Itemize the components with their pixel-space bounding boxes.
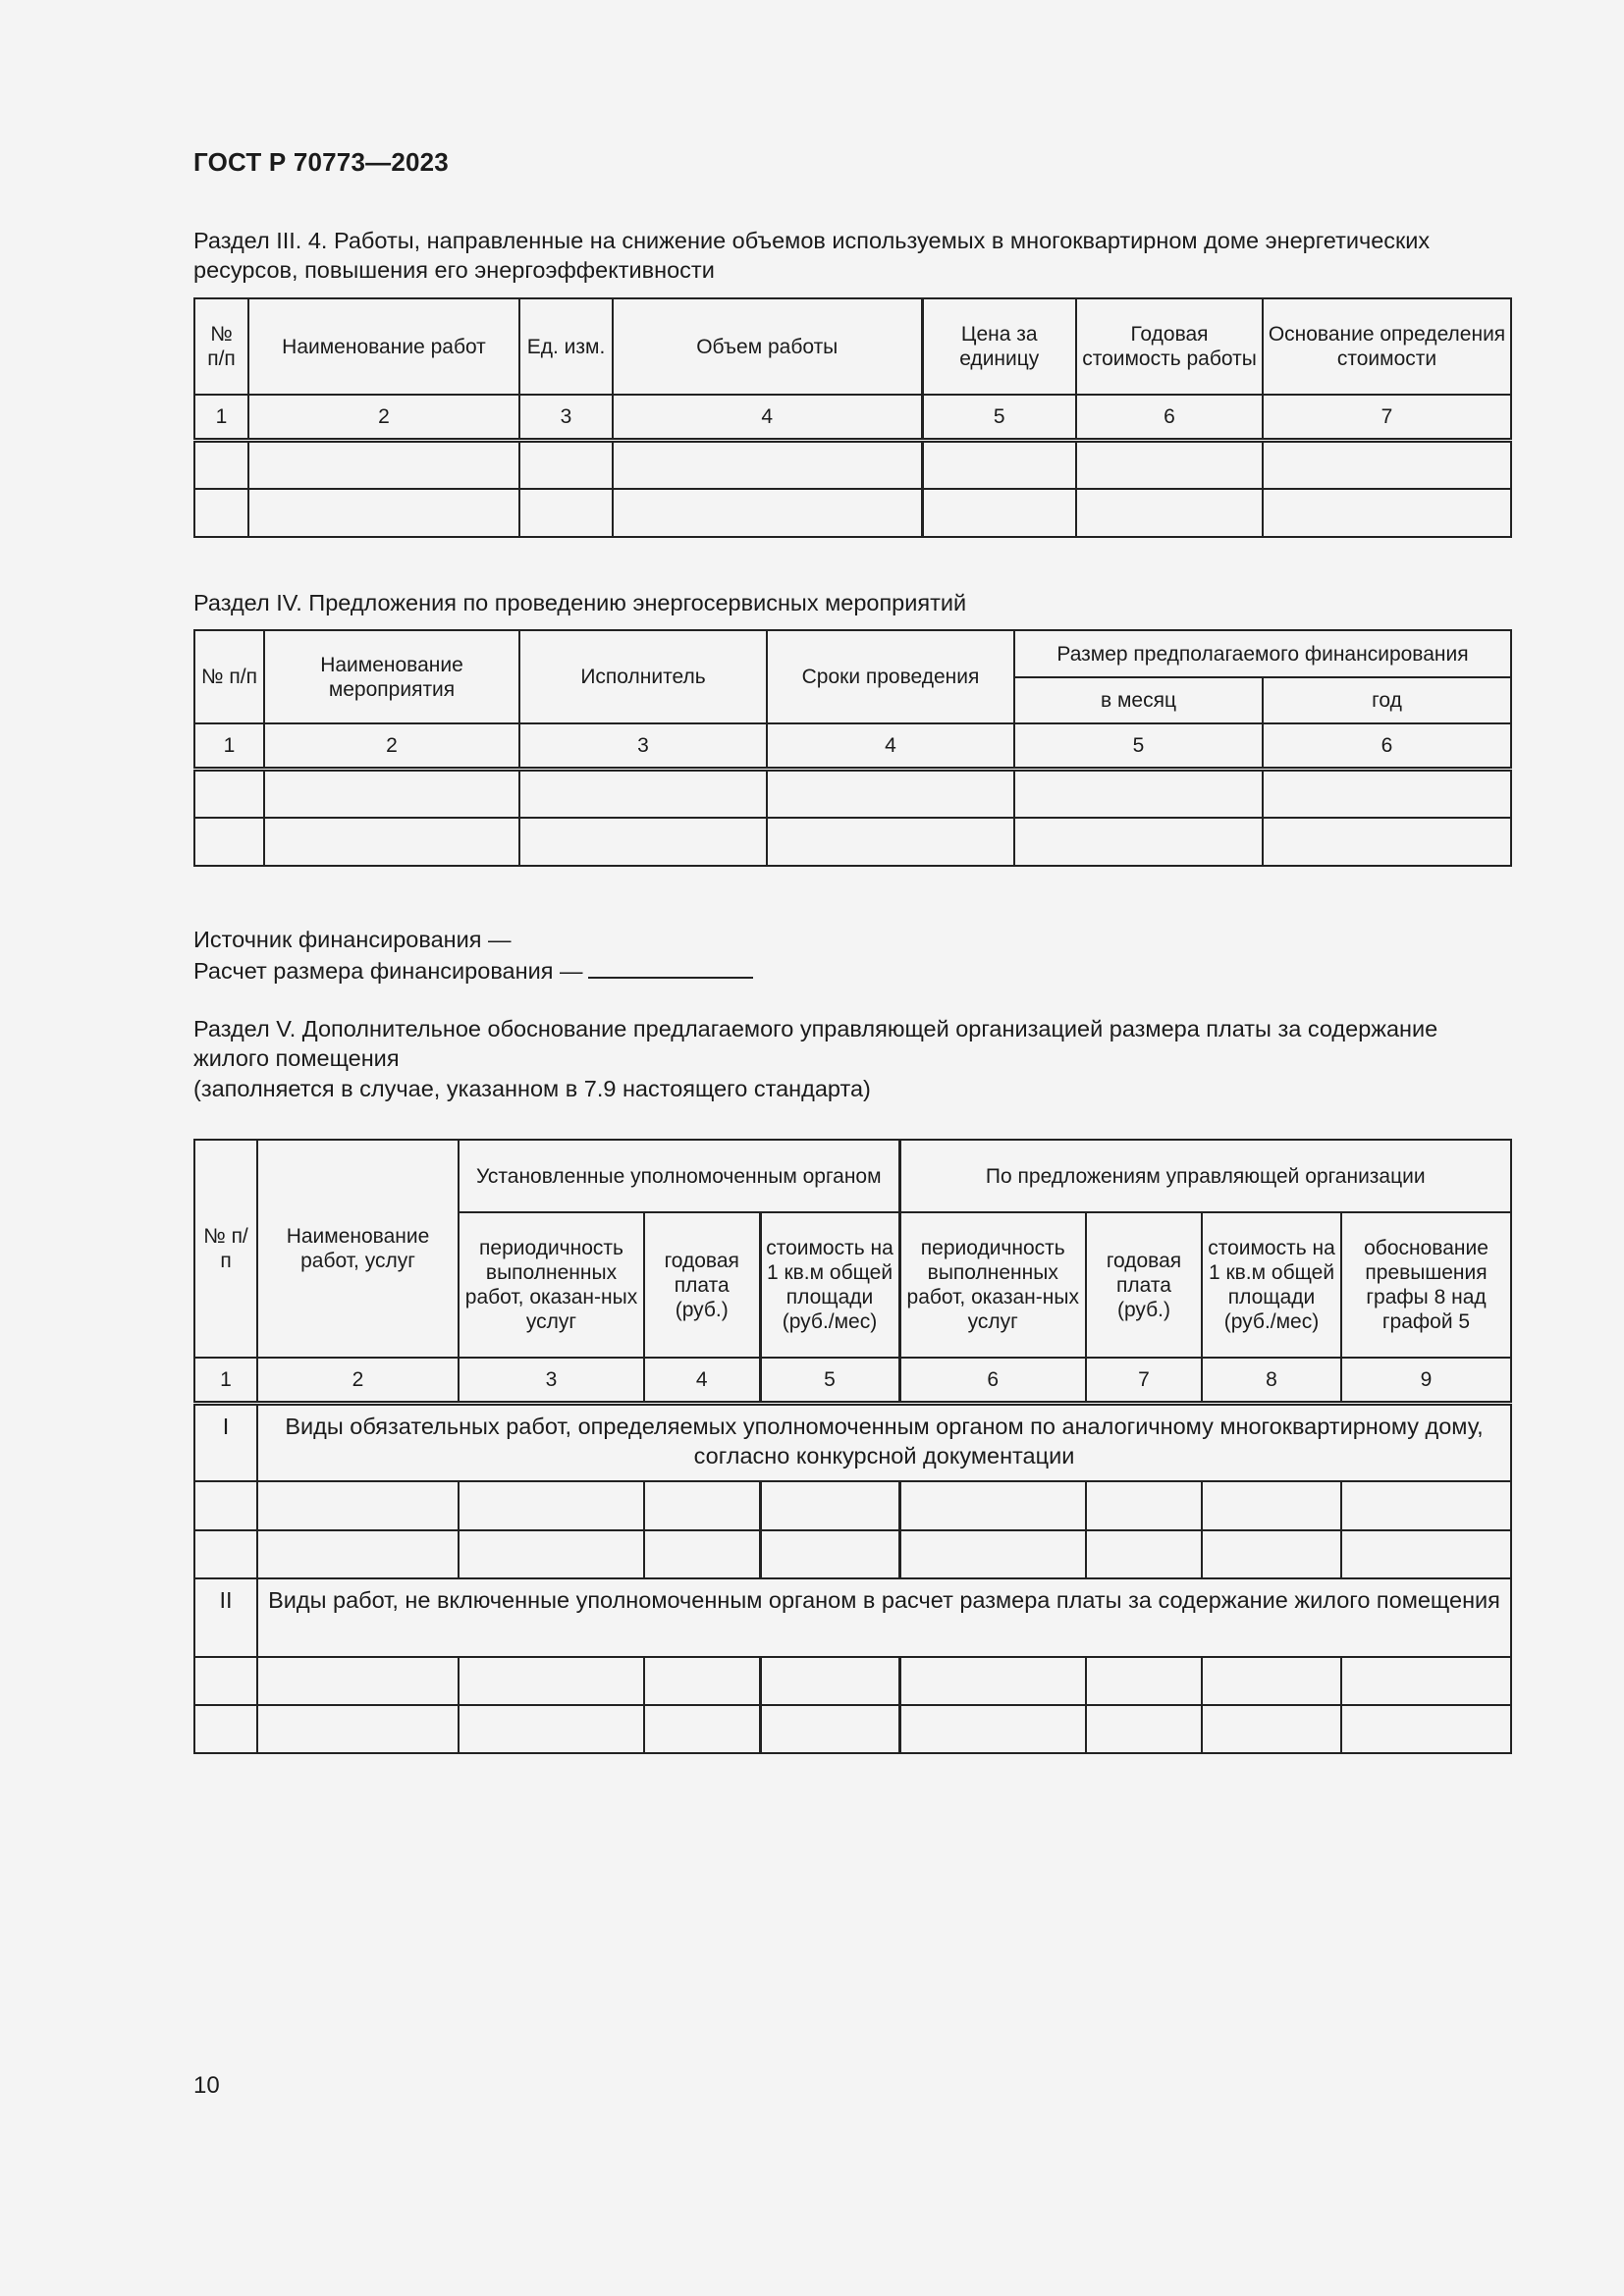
empty-cell [767,818,1014,866]
col-header: № п/п [194,630,264,723]
empty-cell [519,818,767,866]
empty-cell [1341,1705,1511,1753]
empty-cell [1076,489,1263,537]
group-row [194,1403,1511,1481]
group-title: Виды обязательных работ, определяемых уполномоченным органом по аналогичному многоквартирному дому, согласно конкурсной документации [257,1403,1511,1481]
group-number: II [194,1578,257,1657]
empty-cell [767,769,1014,818]
empty-cell [264,769,519,818]
col-header: Наименование мероприятия [264,630,519,723]
col-group-header: По предложениям управляющей организации [899,1140,1511,1212]
empty-cell [1263,440,1511,489]
column-number-row [194,723,1511,769]
col-number: 4 [767,723,1014,769]
col-header: периодичность выполненных работ, оказан-ных услуг [459,1212,644,1358]
blank-underline [588,955,753,979]
col-number: 2 [257,1358,459,1403]
group-row [194,1578,1511,1657]
col-header: стоимость на 1 кв.м общей площади (руб./мес) [760,1212,899,1358]
col-number: 8 [1202,1358,1341,1403]
empty-cell [1341,1657,1511,1705]
empty-cell [760,1530,899,1578]
col-number: 3 [459,1358,644,1403]
col-number: 5 [760,1358,899,1403]
col-number: 3 [519,395,613,440]
empty-cell [194,818,264,866]
document-header: ГОСТ Р 70773—2023 [193,147,449,177]
empty-cell [1263,769,1511,818]
section4-caption: Раздел IV. Предложения по проведению энергосервисных мероприятий [193,590,967,615]
empty-cell [644,1481,760,1530]
empty-cell [899,1657,1086,1705]
empty-cell [194,489,248,537]
column-number-row [194,395,1511,440]
col-header: годовая плата (руб.) [1086,1212,1202,1358]
empty-cell [1014,769,1263,818]
col-number: 3 [519,723,767,769]
empty-cell [248,440,519,489]
empty-cell [644,1530,760,1578]
empty-cell [194,1657,257,1705]
col-header: обоснование превышения графы 8 над графой 5 [1341,1212,1511,1358]
col-header: Цена за единицу [922,298,1076,395]
empty-cell [760,1705,899,1753]
col-header: Годовая стоимость работы [1076,298,1263,395]
col-header: Наименование работ, услуг [257,1140,459,1358]
empty-cell [1202,1705,1341,1753]
col-number: 7 [1086,1358,1202,1403]
col-header: Объем работы [613,298,922,395]
col-header: стоимость на 1 кв.м общей площади (руб./мес) [1202,1212,1341,1358]
col-number: 1 [194,395,248,440]
col-number: 5 [1014,723,1263,769]
col-number: 6 [1076,395,1263,440]
table-row [194,1530,1511,1578]
empty-cell [1086,1657,1202,1705]
column-number-row [194,1358,1511,1403]
section5-note: (заполняется в случае, указанном в 7.9 настоящего стандарта) [193,1076,871,1101]
empty-cell [899,1705,1086,1753]
empty-cell [644,1705,760,1753]
col-number: 2 [264,723,519,769]
col-number: 1 [194,723,264,769]
empty-cell [194,1530,257,1578]
col-number: 6 [1263,723,1511,769]
col-number: 6 [899,1358,1086,1403]
empty-cell [613,489,922,537]
section5-caption: Раздел V. Дополнительное обоснование предлагаемого управляющей организацией размера платы за содержание жилого помещения [193,1016,1438,1071]
empty-cell [760,1481,899,1530]
empty-cell [257,1481,459,1530]
empty-cell [1014,818,1263,866]
col-number: 5 [922,395,1076,440]
empty-cell [257,1530,459,1578]
col-group-header: Размер предполагаемого финансирования [1014,630,1511,677]
funding-calc-line [193,955,1509,986]
col-number: 2 [248,395,519,440]
empty-cell [613,440,922,489]
empty-cell [194,440,248,489]
empty-cell [1202,1657,1341,1705]
col-header: в месяц [1014,677,1263,723]
empty-cell [1341,1530,1511,1578]
col-group-header: Установленные уполномоченным органом [459,1140,899,1212]
group-number: I [194,1403,257,1481]
table-row [194,769,1511,818]
col-number: 7 [1263,395,1511,440]
section5-table [193,1139,1512,1754]
col-header: Наименование работ [248,298,519,395]
empty-cell [248,489,519,537]
table-header-row [194,298,1511,395]
empty-cell [1076,440,1263,489]
empty-cell [1202,1530,1341,1578]
col-header: Основание определения стоимости [1263,298,1511,395]
empty-cell [922,440,1076,489]
table-row [194,489,1511,537]
empty-cell [1341,1481,1511,1530]
empty-cell [760,1657,899,1705]
empty-cell [264,818,519,866]
funding-calc-label: Расчет размера финансирования — [193,958,583,984]
table-row [194,440,1511,489]
section3-table [193,297,1512,538]
col-header: № п/п [194,1140,257,1358]
empty-cell [257,1705,459,1753]
empty-cell [1263,818,1511,866]
table-row [194,818,1511,866]
empty-cell [257,1657,459,1705]
funding-source-line: Источник финансирования — [193,927,512,952]
empty-cell [459,1657,644,1705]
empty-cell [1086,1530,1202,1578]
col-header: периодичность выполненных работ, оказан-ных услуг [899,1212,1086,1358]
empty-cell [1263,489,1511,537]
empty-cell [1086,1481,1202,1530]
empty-cell [459,1530,644,1578]
col-header: Исполнитель [519,630,767,723]
table-header-row [194,1140,1511,1212]
empty-cell [519,769,767,818]
empty-cell [194,769,264,818]
col-header: Сроки проведения [767,630,1014,723]
empty-cell [899,1481,1086,1530]
empty-cell [519,440,613,489]
section3-caption: Раздел III. 4. Работы, направленные на снижение объемов используемых в многоквартирном доме энергетических ресурсов, повышения его энергоэффективности [193,228,1431,283]
empty-cell [644,1657,760,1705]
group-title: Виды работ, не включенные уполномоченным органом в расчет размера платы за содержание жилого помещения [257,1578,1511,1657]
empty-cell [459,1481,644,1530]
empty-cell [459,1705,644,1753]
empty-cell [194,1481,257,1530]
empty-cell [194,1705,257,1753]
col-number: 1 [194,1358,257,1403]
table-header-row [194,630,1511,677]
col-header: Ед. изм. [519,298,613,395]
col-number: 9 [1341,1358,1511,1403]
col-number: 4 [644,1358,760,1403]
col-header: год [1263,677,1511,723]
empty-cell [922,489,1076,537]
page-number: 10 [193,2072,220,2099]
empty-cell [1086,1705,1202,1753]
empty-cell [899,1530,1086,1578]
empty-cell [1202,1481,1341,1530]
empty-cell [519,489,613,537]
col-header: годовая плата (руб.) [644,1212,760,1358]
table-row [194,1481,1511,1530]
section4-table [193,629,1512,867]
table-row [194,1705,1511,1753]
col-number: 4 [613,395,922,440]
table-row [194,1657,1511,1705]
col-header: № п/п [194,298,248,395]
